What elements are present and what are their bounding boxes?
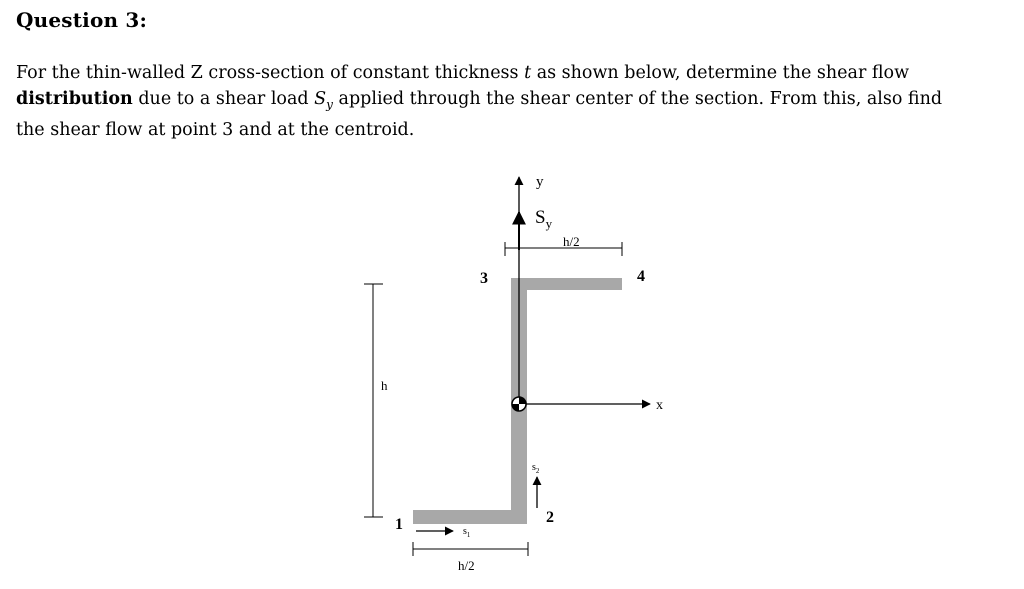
height-dim-label: h: [381, 378, 388, 393]
s2-label: $s_2$: [532, 462, 540, 475]
shear-load-variable: $S_y$: [314, 88, 333, 111]
centroid-icon: [512, 397, 526, 411]
top-dim-label: h/2: [563, 234, 580, 249]
bold-keyword: distribution: [16, 88, 133, 109]
question-line1-post: as shown below, determine the shear flow: [531, 63, 910, 83]
x-axis-label: x: [656, 398, 663, 413]
point-3-label: 3: [480, 270, 488, 287]
bottom-flange: [413, 510, 511, 524]
thickness-variable: t: [524, 63, 532, 83]
question-line1-pre: For the thin-walled Z cross-section of constant thickness: [16, 63, 525, 83]
question-line2-pre: due to a shear load: [132, 88, 315, 109]
point-2-label: 2: [546, 509, 554, 526]
s1-label: $s_1$: [463, 526, 471, 539]
point-1-label: 1: [395, 516, 403, 533]
question-line3: the shear flow at point 3 and at the centroid.: [16, 119, 415, 140]
y-axis-label: y: [536, 174, 544, 190]
top-flange: [527, 278, 622, 290]
shear-load-label: $S_y$: [535, 207, 553, 231]
point-4-label: 4: [637, 268, 645, 285]
question-line2-post: applied through the shear center of the section. From this, also find: [332, 88, 943, 109]
question-title: Question 3:: [16, 8, 148, 32]
bottom-dim-label: h/2: [458, 558, 475, 573]
